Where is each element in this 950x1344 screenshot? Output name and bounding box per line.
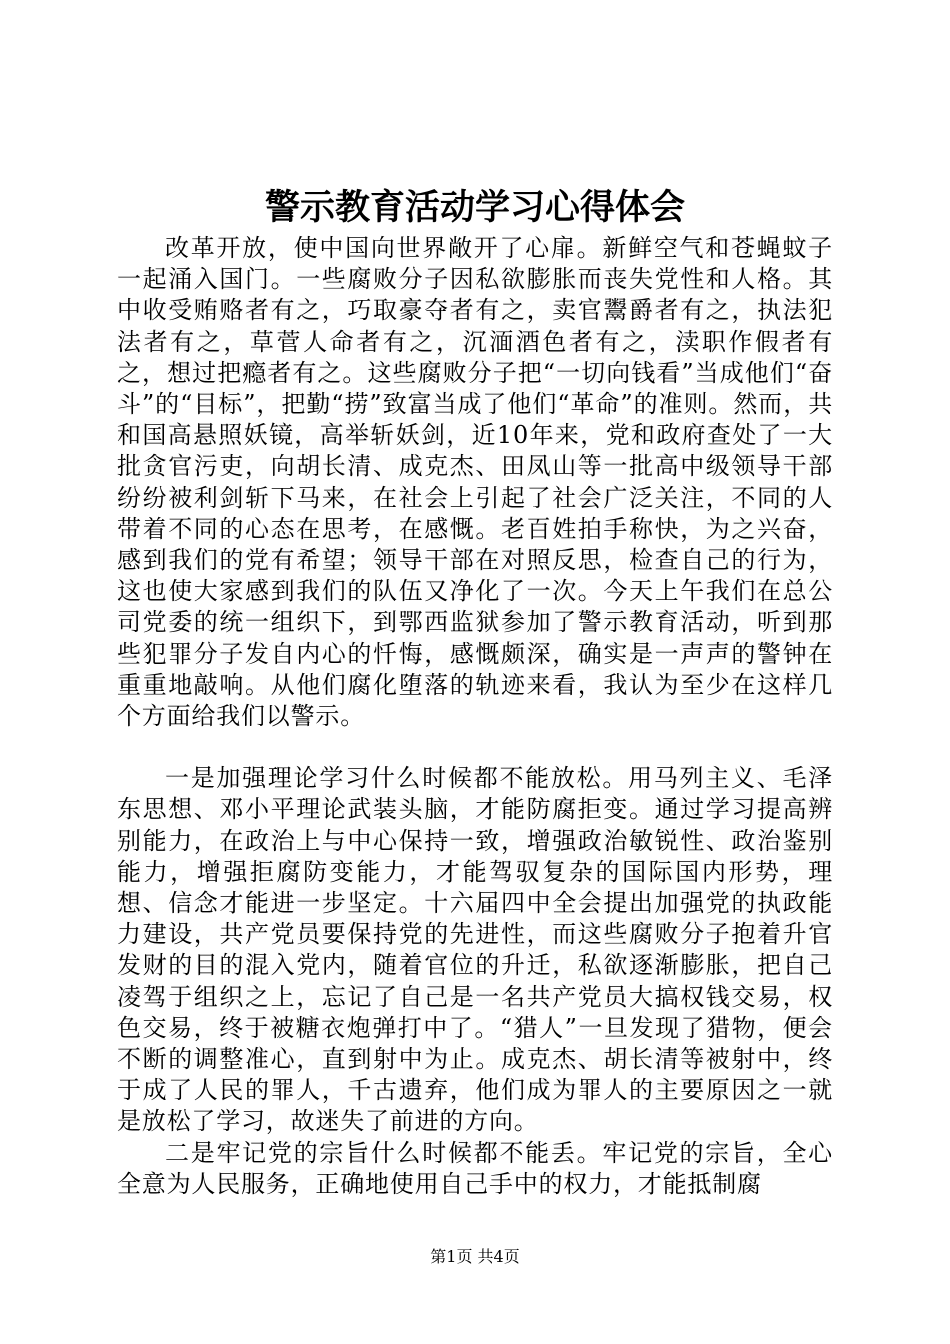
document-body bbox=[117, 233, 833, 1200]
document-title: 警示教育活动学习心得体会 bbox=[264, 187, 685, 228]
paragraph-point-two: 二是牢记党的宗旨什么时候都不能丢。牢记党的宗旨，全心全意为人民服务，正确地使用自己手中的权力，才能抵制腐 bbox=[117, 1138, 833, 1198]
paragraph-intro: 改革开放，使中国向世界敞开了心扉。新鲜空气和苍蝇蚊子一起涌入国门。一些腐败分子因私欲膨胀而丧失党性和人格。其中收受贿赂者有之，巧取豪夺者有之，卖官鬻爵者有之，执法犯法者有之，草菅人命者有之，沉湎酒色者有之，渎职作假者有之，想过把瘾者有之。这些腐败分子把“一切向钱看”当成他们“奋斗”的“目标”，把勤“捞”致富当成了他们“革命”的准则。然而，共和国高悬照妖镜，高举斩妖剑，近10年来，党和政府查处了一大批贪官污吏，向胡长清、成克杰、田凤山等一批高中级领导干部纷纷被利剑斩下马来，在社会上引起了社会广泛关注，不同的人带着不同的心态在思考，在感慨。老百姓拍手称快，为之兴奋，感到我们的党有希望；领导干部在对照反思，检查自己的行为，这也使大家感到我们的队伍又净化了一次。今天上午我们在总公司党委的统一组织下，到鄂西监狱参加了警示教育活动，听到那些犯罪分子发自内心的忏悔，感慨颇深，确实是一声声的警钟在重重地敲响。从他们腐化堕落的轨迹来看，我认为至少在这样几个方面给我们以警示。 bbox=[117, 234, 833, 731]
paragraph-point-one: 一是加强理论学习什么时候都不能放松。用马列主义、毛泽东思想、邓小平理论武装头脑，才能防腐拒变。通过学习提高辨别能力，在政治上与中心保持一致，增强政治敏锐性、政治鉴别能力，增强拒腐防变能力，才能驾驭复杂的国际国内形势，理想、信念才能进一步坚定。十六届四中全会提出加强党的执政能力建设，共产党员要保持党的先进性，而这些腐败分子抱着升官发财的目的混入党内，随着官位的升迁，私欲逐渐膨胀，把自己凌驾于组织之上，忘记了自己是一名共产党员大搞权钱交易，权色交易，终于被糖衣炮弹打中了。“猎人”一旦发现了猎物，便会不断的调整准心，直到射中为止。成克杰、胡长清等被射中，终于成了人民的罪人，千古遗弃，他们成为罪人的主要原因之一就是放松了学习，故迷失了前进的方向。 bbox=[117, 764, 833, 1136]
page-number-footer: 第1页 共4页 bbox=[430, 1247, 520, 1266]
